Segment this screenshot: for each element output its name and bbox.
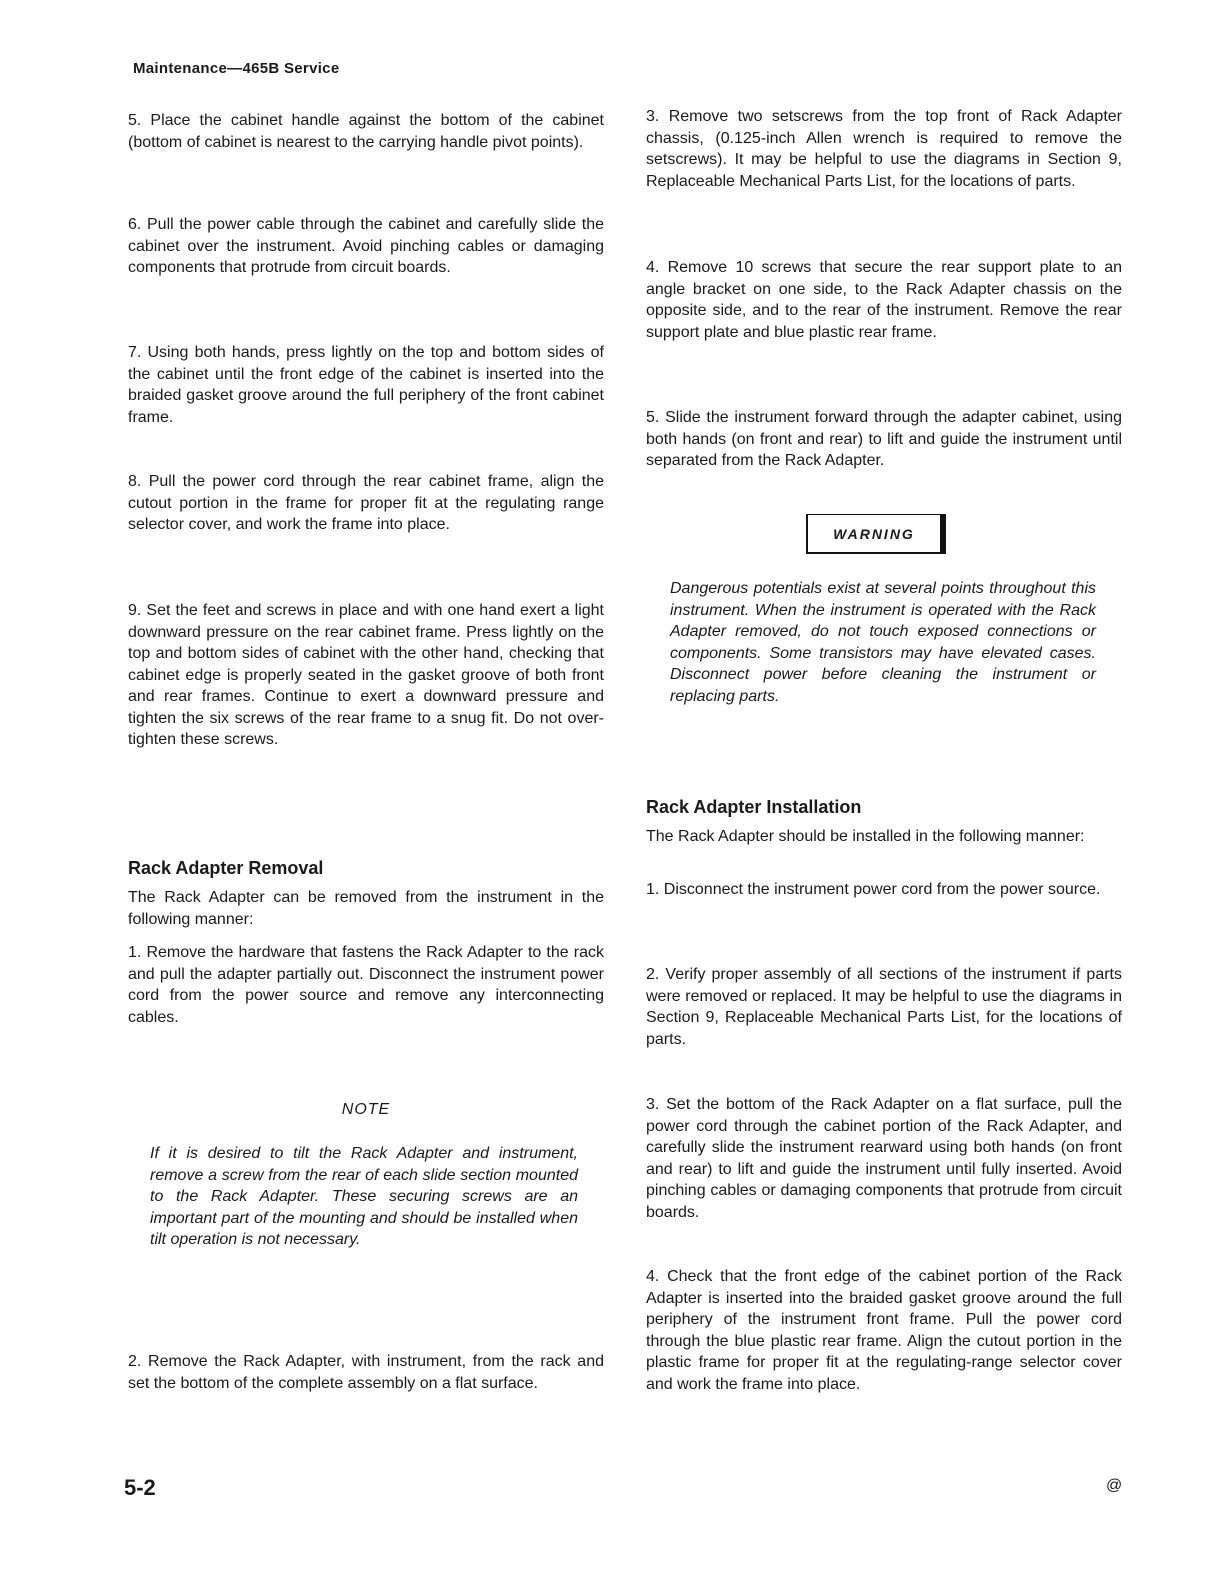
- page-number: 5-2: [124, 1475, 156, 1500]
- running-header: Maintenance—465B Service: [133, 60, 340, 77]
- removal-step-5: 5. Slide the instrument forward through the adapter cabinet, using both hands (on front and rear) to lift and guide the instrument until separated from the Rack Adapter.: [646, 409, 1122, 469]
- removal-step-4: 4. Remove 10 screws that secure the rear support plate to an angle bracket on one side, to the Rack Adapter chassis on the opposite side, and to the rear of the instrument. Remove the rear support plate and blue plastic rear frame.: [646, 259, 1122, 341]
- removal-step-3: 3. Remove two setscrews from the top front of Rack Adapter chassis, (0.125-inch Allen wrench is required to remove the setscrews). It may be helpful to use the diagrams in Section 9, Replaceable Mechanical Parts List, for the locations of parts.: [646, 108, 1122, 190]
- removal-step-1: 1. Remove the hardware that fastens the Rack Adapter to the rack and pull the adapter partially out. Disconnect the instrument power cord from the power source and remove any interconnecting cables.: [128, 944, 604, 1026]
- note-title: NOTE: [341, 1101, 391, 1118]
- removal-step-2: 2. Remove the Rack Adapter, with instrument, from the rack and set the bottom of the complete assembly on a flat surface.: [128, 1353, 604, 1392]
- removal-intro: The Rack Adapter can be removed from the instrument in the following manner:: [128, 889, 604, 928]
- rack-adapter-installation-heading: Rack Adapter Installation: [646, 797, 862, 817]
- step-9-set-feet: 9. Set the feet and screws in place and with one hand exert a light downward pressure on the rear cabinet frame. Press lightly on the top and bottom sides of cabinet with the other hand, checking that cabinet edge is properly seated in the gasket groove of both front and rear frames. Continue to exert a downward pressure and tighten the six screws of the rear frame to a snug fit. Do not over-tighten these screws.: [128, 602, 604, 748]
- footer-mark: @: [1106, 1477, 1123, 1494]
- installation-step-1: 1. Disconnect the instrument power cord from the power source.: [646, 881, 1101, 898]
- installation-step-2: 2. Verify proper assembly of all sections of the instrument if parts were removed or replaced. It may be helpful to use the diagrams in Section 9, Replaceable Mechanical Parts List, for the locations of parts.: [646, 966, 1122, 1048]
- rack-adapter-removal-heading: Rack Adapter Removal: [128, 858, 324, 878]
- installation-step-4: 4. Check that the front edge of the cabinet portion of the Rack Adapter is inserted into the braided gasket groove around the full periphery of the instrument front frame. Pull the power cord through the blue plastic rear frame. Align the cutout portion in the plastic frame for proper fit at the regulating-range selector cover and work the frame into place.: [646, 1268, 1122, 1393]
- step-6-pull-cable: 6. Pull the power cable through the cabinet and carefully slide the cabinet over the instrument. Avoid pinching cables or damaging components that protrude from circuit boards.: [128, 216, 604, 276]
- step-7-press-cabinet: 7. Using both hands, press lightly on the top and bottom sides of the cabinet until the front edge of the cabinet is inserted into the braided gasket groove around the full periphery of the front cabinet frame.: [128, 344, 604, 426]
- warning-body: Dangerous potentials exist at several points throughout this instrument. When the instrument is operated with the Rack Adapter removed, do not touch exposed connections or components. Some transistors may have elevated cases. Disconnect power before cleaning the instrument or replacing parts.: [670, 580, 1096, 705]
- step-8-pull-cord: 8. Pull the power cord through the rear cabinet frame, align the cutout portion in the frame for proper fit at the regulating range selector cover, and work the frame into place.: [128, 473, 604, 533]
- installation-step-3: 3. Set the bottom of the Rack Adapter on a flat surface, pull the power cord through the cabinet portion of the Rack Adapter, and carefully slide the instrument rearward using both hands (on front and rear) to lift and guide the instrument until fully inserted. Avoid pinching cables or damaging components that protrude from circuit boards.: [646, 1096, 1122, 1221]
- warning-label: WARNING: [806, 514, 946, 554]
- note-body: If it is desired to tilt the Rack Adapter and instrument, remove a screw from the rear of each slide section mounted to the Rack Adapter. These securing screws are an important part of the mounting and should be installed when tilt operation is not necessary.: [150, 1145, 578, 1248]
- installation-intro: The Rack Adapter should be installed in the following manner:: [646, 828, 1085, 845]
- step-5-place-handle: 5. Place the cabinet handle against the bottom of the cabinet (bottom of cabinet is nearest to the carrying handle pivot points).: [128, 112, 604, 151]
